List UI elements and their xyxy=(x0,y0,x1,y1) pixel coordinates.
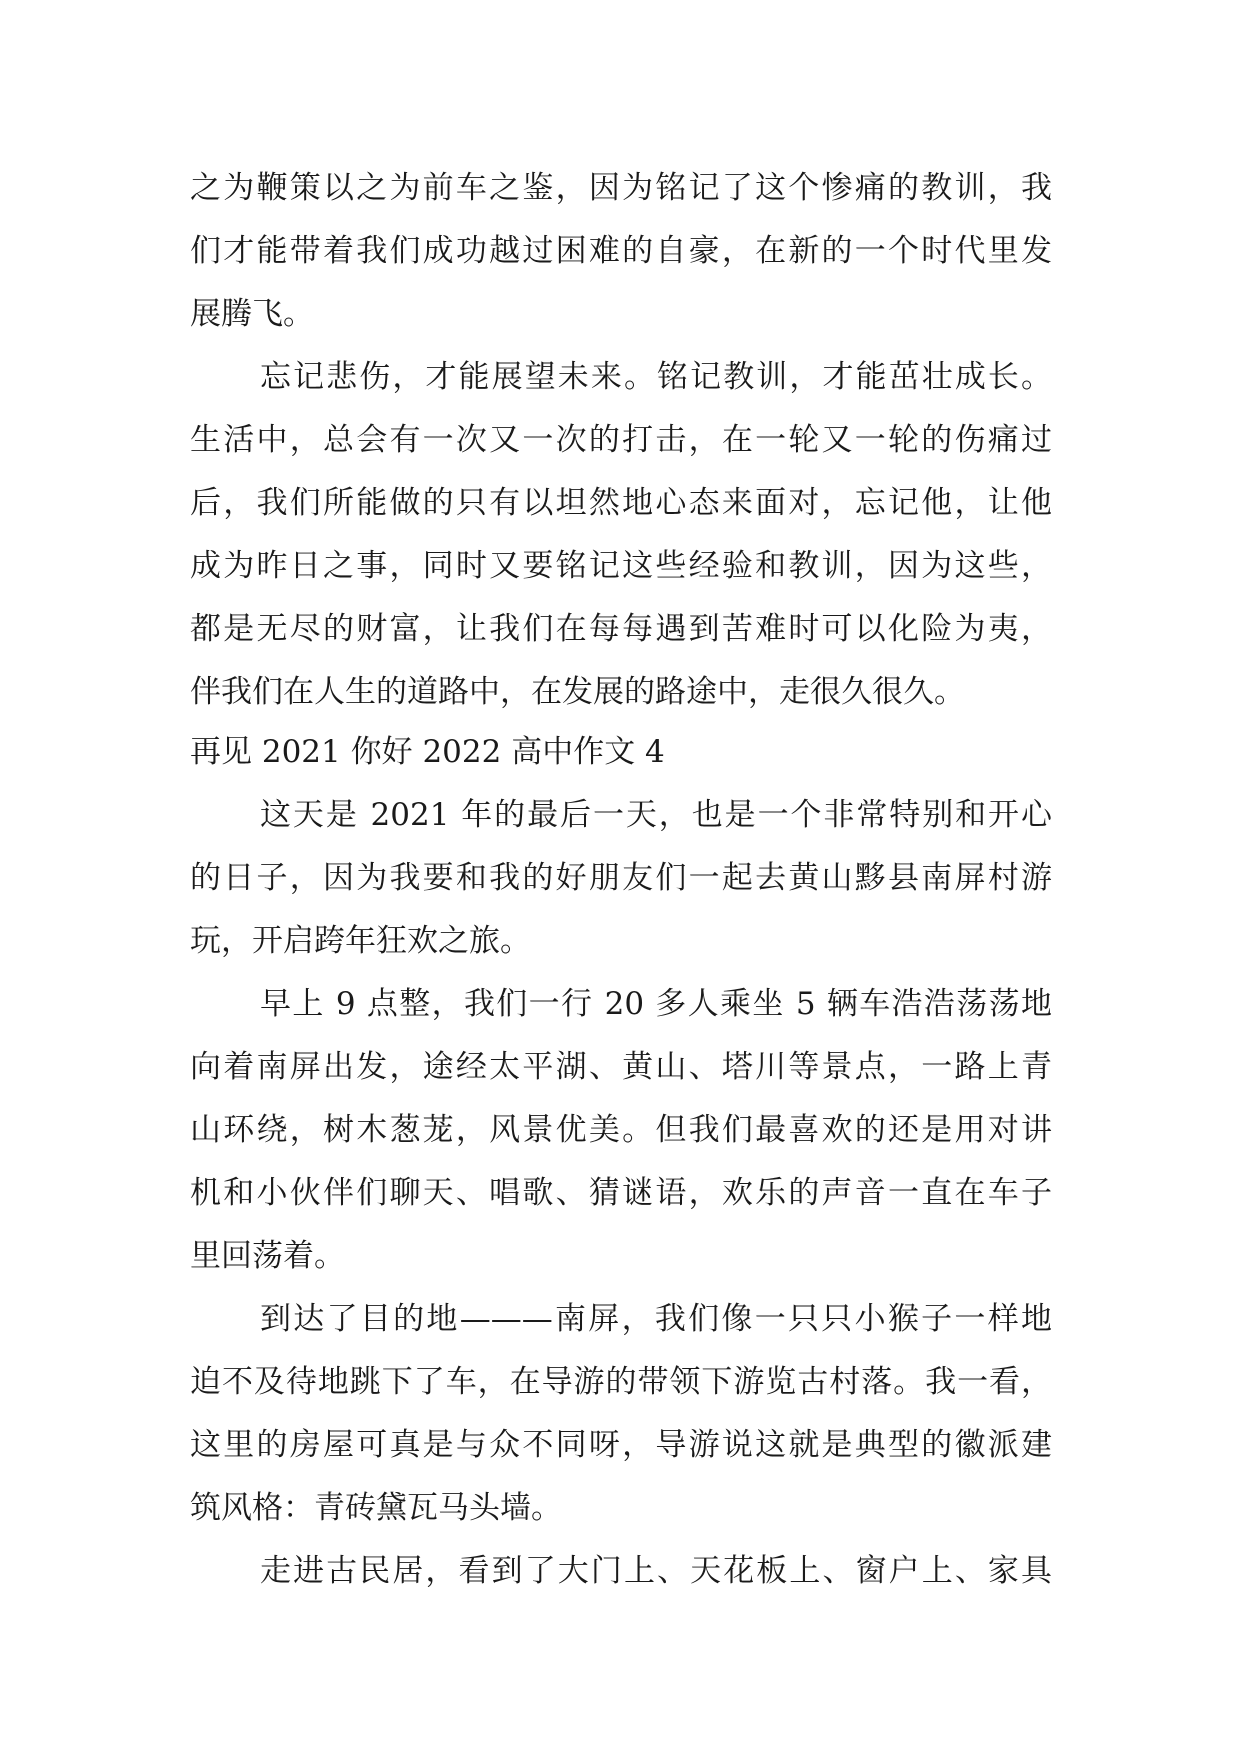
text-line: 伴我们在人生的道路中，在发展的路途中，走很久很久。 xyxy=(190,674,965,710)
body-text-bottom xyxy=(190,784,1052,1603)
body-text-top xyxy=(190,157,1052,724)
text-line: 向着南屏出发，途经太平湖、黄山、塔川等景点，一路上青 xyxy=(190,1049,1052,1085)
text-line: 走进古民居，看到了大门上、天花板上、窗户上、家具 xyxy=(260,1553,1052,1589)
text-line: 里回荡着。 xyxy=(190,1238,345,1274)
text-line: 后，我们所能做的只有以坦然地心态来面对，忘记他，让他 xyxy=(190,485,1052,521)
section-heading: 再见 2021 你好 2022 高中作文 4 xyxy=(190,734,665,770)
text-line: 早上 9 点整，我们一行 20 多人乘坐 5 辆车浩浩荡荡地 xyxy=(260,986,1052,1022)
text-line: 这里的房屋可真是与众不同呀，导游说这就是典型的徽派建 xyxy=(190,1427,1052,1463)
text-line: 展腾飞。 xyxy=(190,296,314,332)
text-line: 这天是 2021 年的最后一天，也是一个非常特别和开心 xyxy=(260,797,1052,833)
text-line: 生活中，总会有一次又一次的打击，在一轮又一轮的伤痛过 xyxy=(190,422,1052,458)
text-line: 成为昨日之事，同时又要铭记这些经验和教训，因为这些， xyxy=(190,548,1052,584)
text-line: 的日子，因为我要和我的好朋友们一起去黄山黟县南屏村游 xyxy=(190,860,1052,896)
text-line: 之为鞭策以之为前车之鉴，因为铭记了这个惨痛的教训，我 xyxy=(190,170,1052,206)
text-line: 们才能带着我们成功越过困难的自豪，在新的一个时代里发 xyxy=(190,233,1052,269)
text-line: 机和小伙伴们聊天、唱歌、猜谜语，欢乐的声音一直在车子 xyxy=(190,1175,1052,1211)
text-line: 忘记悲伤，才能展望未来。铭记教训，才能茁壮成长。 xyxy=(260,359,1052,395)
text-line: 到达了目的地———南屏，我们像一只只小猴子一样地 xyxy=(260,1301,1052,1337)
text-line: 迫不及待地跳下了车，在导游的带领下游览古村落。我一看， xyxy=(190,1364,1052,1400)
text-line: 玩，开启跨年狂欢之旅。 xyxy=(190,923,531,959)
text-line: 山环绕，树木葱茏，风景优美。但我们最喜欢的还是用对讲 xyxy=(190,1112,1052,1148)
text-line: 筑风格：青砖黛瓦马头墙。 xyxy=(190,1490,562,1526)
text-line: 都是无尽的财富，让我们在每每遇到苦难时可以化险为夷， xyxy=(190,611,1052,647)
